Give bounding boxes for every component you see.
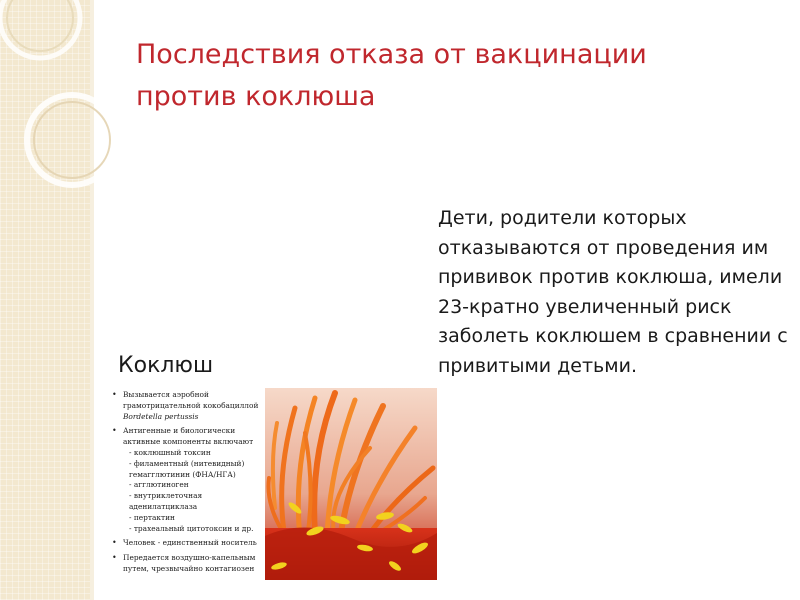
card-title: Коклюш — [118, 353, 214, 378]
card-fact-list — [112, 390, 270, 579]
list-item: • Человек - единственный носитель — [112, 538, 270, 549]
ring-ornament — [0, 0, 130, 260]
list-item: • Антигенные и биологически активные компоненты включают - коклюшный токсин - филаментный (нитевидный) гемагглютинин (ФНА/НГА) - агглютиноген - внутриклеточная аденилатциклаза - пертактин - трахеальный цитотоксин и др. — [112, 426, 270, 534]
slide-body-text: Дети, родители которых отказываются от проведения им прививок против коклюша, имели 23-кратно увеличенный риск заболеть коклюшем в сравнении с привитыми детьми. — [438, 207, 788, 377]
bacteria-micrograph — [265, 388, 437, 580]
bacterium-name: Bordetella pertussis — [123, 411, 199, 421]
slide-title-line: Последствия отказа от вакцинации — [136, 39, 647, 70]
slide-title — [136, 34, 756, 118]
slide-title-line: против коклюша — [136, 81, 376, 112]
list-item: • Передается воздушно-капельным путем, чрезвычайно контагиозен — [112, 553, 270, 575]
list-item: • Вызывается аэробной грамотрицательной кокобациллой Bordetella pertussis — [112, 390, 270, 422]
pertussis-info-image — [98, 346, 438, 582]
